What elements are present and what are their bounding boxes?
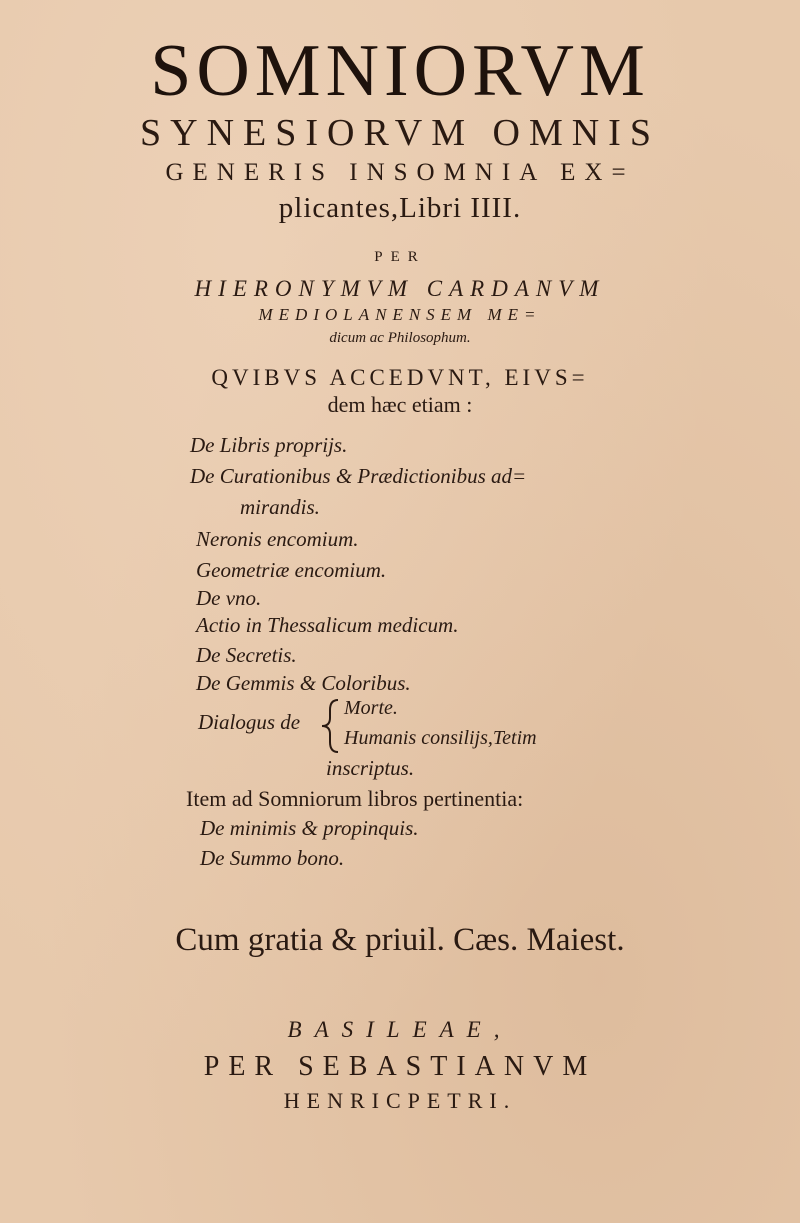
work-item: De vno.	[196, 586, 262, 610]
dialogus-block	[198, 696, 758, 756]
work-item: De Gemmis & Coloribus.	[196, 671, 411, 695]
work-item: De Curationibus & Prædictionibus ad=	[190, 464, 527, 488]
privilege: Cum gratia & priuil. Cæs. Maiest.	[175, 922, 625, 958]
work-item: Geometriæ encomium.	[196, 558, 387, 582]
work-item: Neronis encomium.	[196, 527, 359, 551]
pertinentia-item: De Summo bono.	[200, 846, 345, 870]
pertinentia-item: De minimis & propinquis.	[200, 816, 419, 840]
accedunt-line-1: QVIBVS ACCEDVNT, EIVS=	[211, 365, 589, 390]
dialogus-option-1: Morte.	[344, 697, 398, 719]
imprint-printer-1: PER SEBASTIANVM	[203, 1051, 597, 1082]
dialogus-option-2: Humanis consilijs,Tetim	[344, 727, 537, 749]
title-line-3: GENERIS INSOMNIA EX=	[165, 159, 635, 186]
author-profession: dicum ac Philosophum.	[329, 330, 471, 346]
work-item: De Libris proprijs.	[190, 433, 348, 457]
title-line-4: plicantes,Libri IIII.	[278, 192, 522, 224]
author-per: PER	[374, 249, 426, 265]
pertinentia-heading: Item ad Somniorum libros pertinentia:	[186, 786, 524, 811]
accedunt-line-2: dem hæc etiam :	[327, 392, 473, 417]
dialogus-label: Dialogus de	[198, 710, 301, 734]
author-name: HIERONYMVM CARDANVM	[194, 276, 606, 301]
author-origin: MEDIOLANENSEM ME=	[258, 305, 542, 324]
work-item: Actio in Thessalicum medicum.	[196, 613, 459, 637]
dialogus-continuation: inscriptus.	[326, 756, 415, 780]
title-line-2: SYNESIORVM OMNIS	[140, 112, 660, 154]
imprint-printer-2: HENRICPETRI.	[283, 1088, 517, 1113]
imprint-city: BASILEAE,	[287, 1017, 513, 1042]
title-line-1: SOMNIORVM	[150, 30, 650, 112]
work-item: mirandis.	[240, 495, 320, 519]
work-item: De Secretis.	[196, 643, 297, 667]
